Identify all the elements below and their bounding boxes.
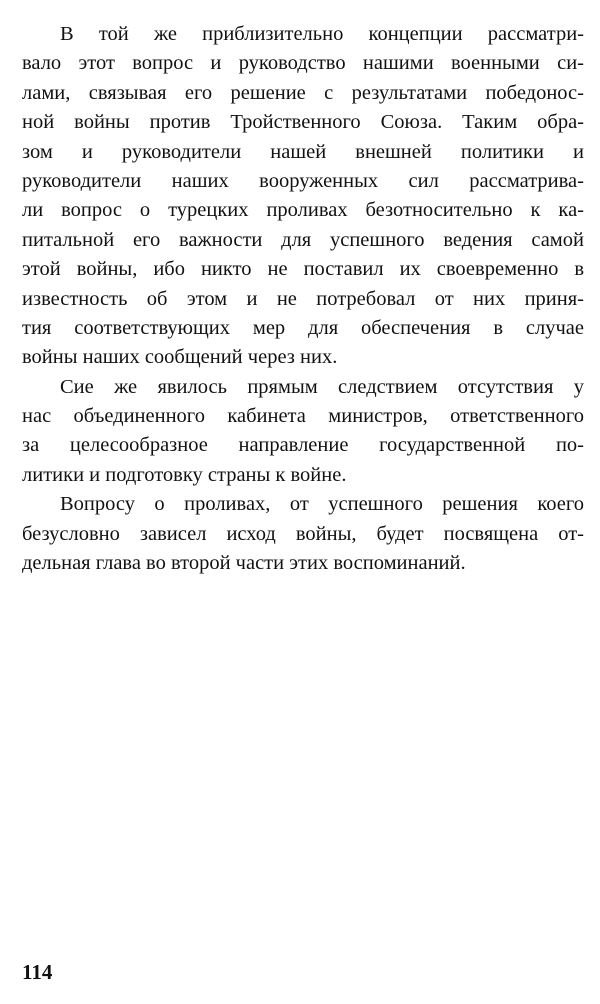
paragraph-3 xyxy=(22,490,584,578)
page-number: 114 xyxy=(22,960,53,984)
text-line: нас объединенного кабинета министров, ответственного xyxy=(22,405,584,428)
text-line: вало этот вопрос и руководство нашими военными си- xyxy=(22,52,584,75)
text-line: за целесообразное направление государственной по- xyxy=(22,434,584,457)
text-line: войны наших сообщений через них. xyxy=(22,346,338,369)
text-line: безусловно зависел исход войны, будет посвящена от- xyxy=(22,522,584,545)
page-text xyxy=(22,20,584,578)
text-line: этой войны, ибо никто не поставил их своевременно в xyxy=(22,258,584,281)
text-line: руководители наших вооруженных сил рассматрива- xyxy=(22,169,584,192)
text-line: ли вопрос о турецких проливах безотносительно к ка- xyxy=(22,199,584,222)
text-line: ной войны против Тройственного Союза. Таким обра- xyxy=(22,111,584,134)
text-line: Сие же явилось прямым следствием отсутствия у xyxy=(60,375,584,398)
text-line: известность об этом и не потребовал от них приня- xyxy=(22,287,584,310)
text-line: Вопросу о проливах, от успешного решения коего xyxy=(60,493,584,516)
text-line: питальной его важности для успешного ведения самой xyxy=(22,228,584,251)
text-line: лами, связывая его решение с результатами победонос- xyxy=(22,81,584,104)
text-line: тия соответствующих мер для обеспечения в случае xyxy=(22,316,584,339)
text-line: В той же приблизительно концепции рассматри- xyxy=(60,23,584,45)
text-line: литики и подготовку страны к войне. xyxy=(22,463,347,486)
paragraph-2 xyxy=(22,373,584,491)
text-line: зом и руководители нашей внешней политики и xyxy=(22,140,584,163)
paragraph-1 xyxy=(22,20,584,373)
text-line: дельная глава во второй части этих воспоминаний. xyxy=(22,552,466,575)
